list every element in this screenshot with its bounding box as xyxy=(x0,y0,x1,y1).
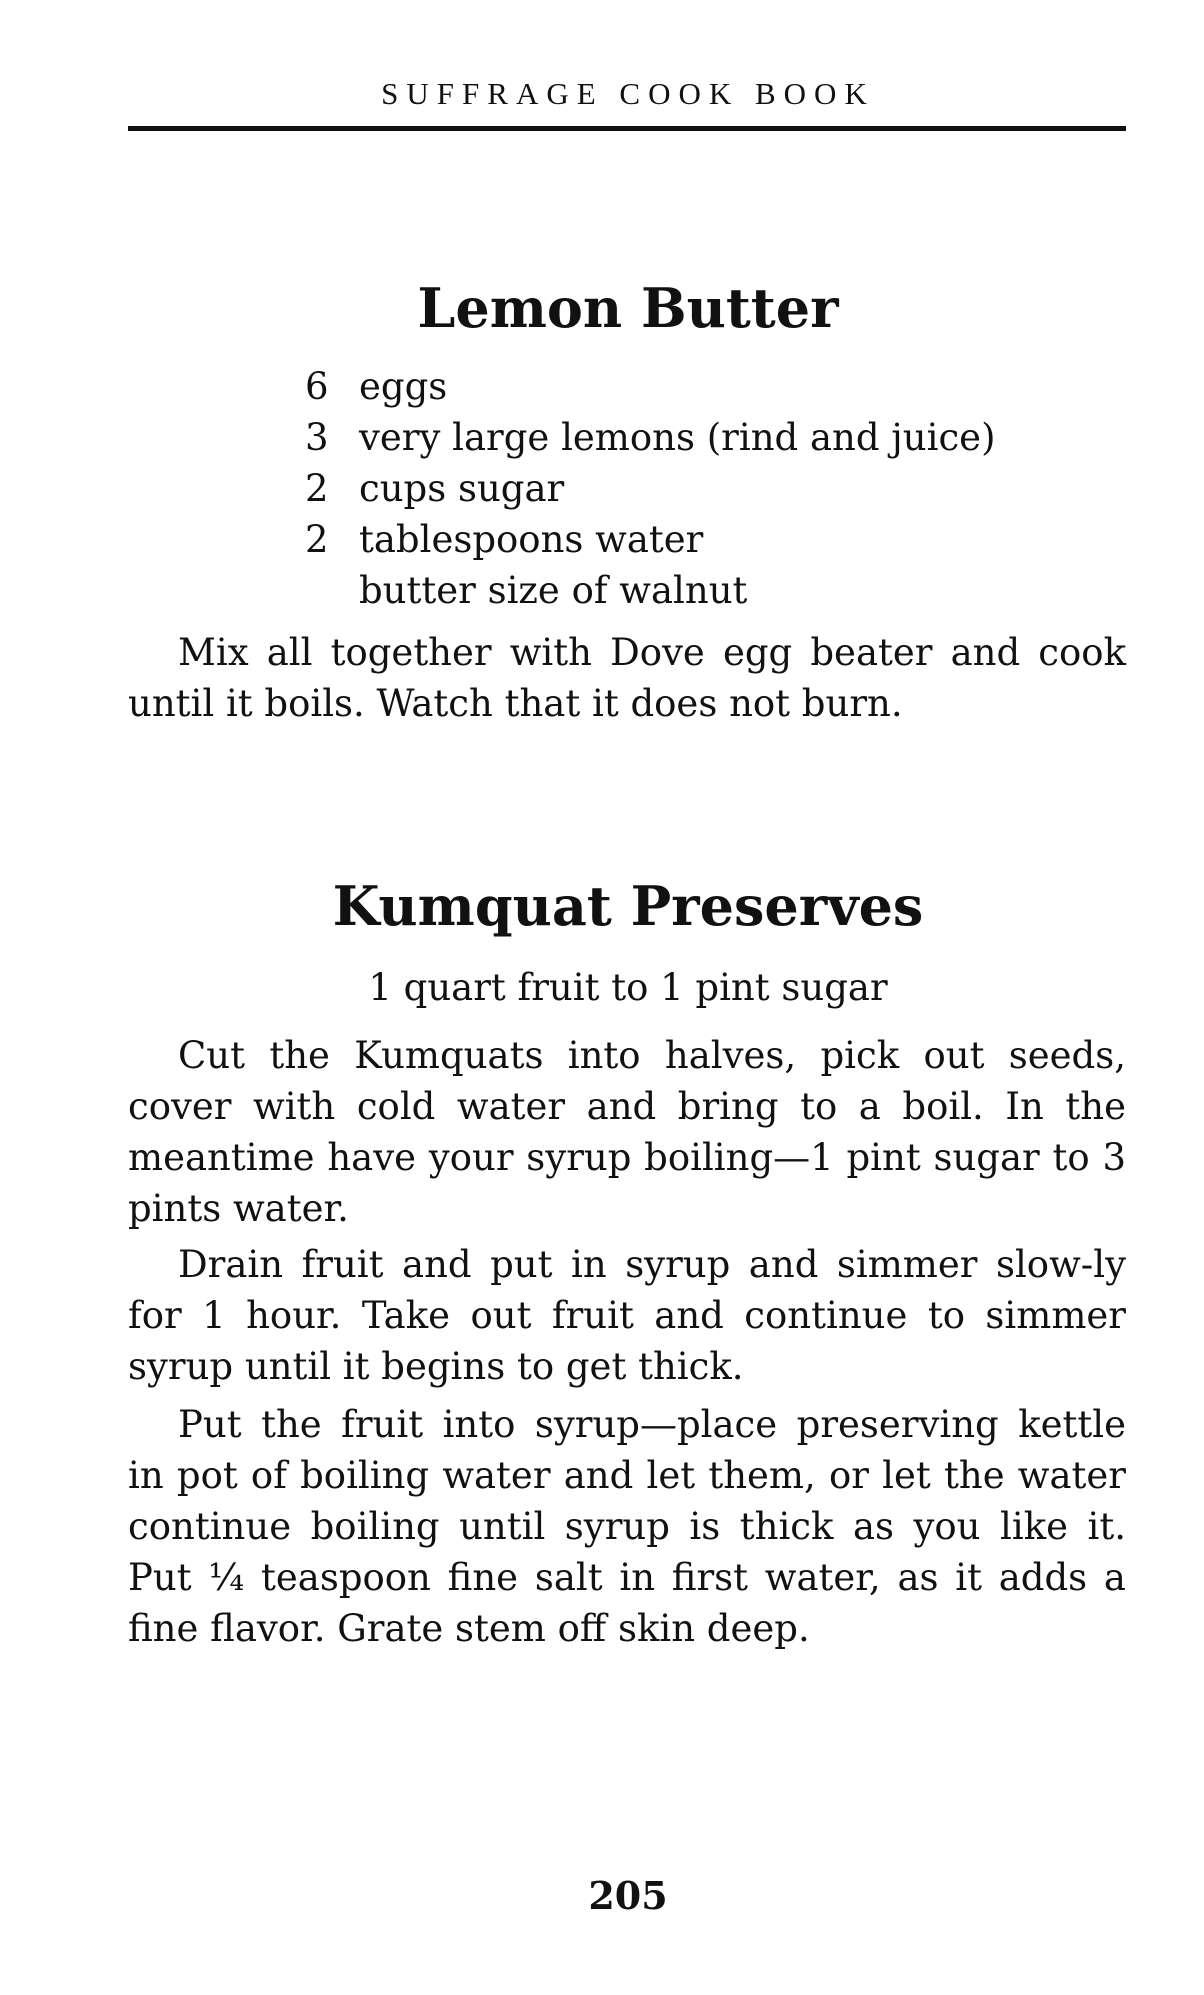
kumquat-paragraph: Cut the Kumquats into halves, pick out seeds, cover with cold water and bring to a boil. In the meantime have your syrup boiling—1 pint sugar to 3 pints water. xyxy=(128,1034,1126,1230)
page-number: 205 xyxy=(588,1873,668,1918)
ingredient-name: eggs xyxy=(359,365,448,408)
ingredient-quantity: 2 xyxy=(305,467,329,510)
ingredient-quantity xyxy=(305,565,359,616)
ingredient-name: cups sugar xyxy=(359,467,565,510)
recipe-title-kumquat-preserves: Kumquat Preserves xyxy=(332,874,924,938)
ingredient-list xyxy=(305,361,996,616)
ingredient-item xyxy=(305,412,996,463)
recipe-title-lemon-butter: Lemon Butter xyxy=(417,276,839,340)
kumquat-paragraph: Put the fruit into syrup—place preserving kettle in pot of boiling water and let them, or let the water continue boiling until syrup is thick as you like it. Put ¼ teaspoon fine salt in first water, as it adds a fine flavor. Grate stem off skin deep. xyxy=(128,1403,1126,1650)
ingredient-quantity: 3 xyxy=(305,416,329,459)
ingredient-name: very large lemons (rind and juice) xyxy=(359,416,996,459)
ingredient-name: tablespoons water xyxy=(359,518,704,561)
ingredient-quantity: 6 xyxy=(305,365,329,408)
ingredient-name: butter size of walnut xyxy=(359,569,748,612)
ingredient-quantity: 2 xyxy=(305,518,329,561)
ingredient-item xyxy=(305,463,996,514)
kumquat-paragraph: Drain fruit and put in syrup and simmer slow-ly for 1 hour. Take out fruit and continue to simmer syrup until it begins to get thick. xyxy=(128,1243,1126,1388)
header-rule xyxy=(128,126,1126,131)
running-head: SUFFRAGE COOK BOOK xyxy=(381,76,875,111)
ingredient-item xyxy=(305,565,996,616)
lemon-butter-method: Mix all together with Dove egg beater and cook until it boils. Watch that it does not burn. xyxy=(128,631,1126,725)
ingredient-item xyxy=(305,514,996,565)
ingredient-item xyxy=(305,361,996,412)
kumquat-ratio: 1 quart fruit to 1 pint sugar xyxy=(368,966,888,1009)
